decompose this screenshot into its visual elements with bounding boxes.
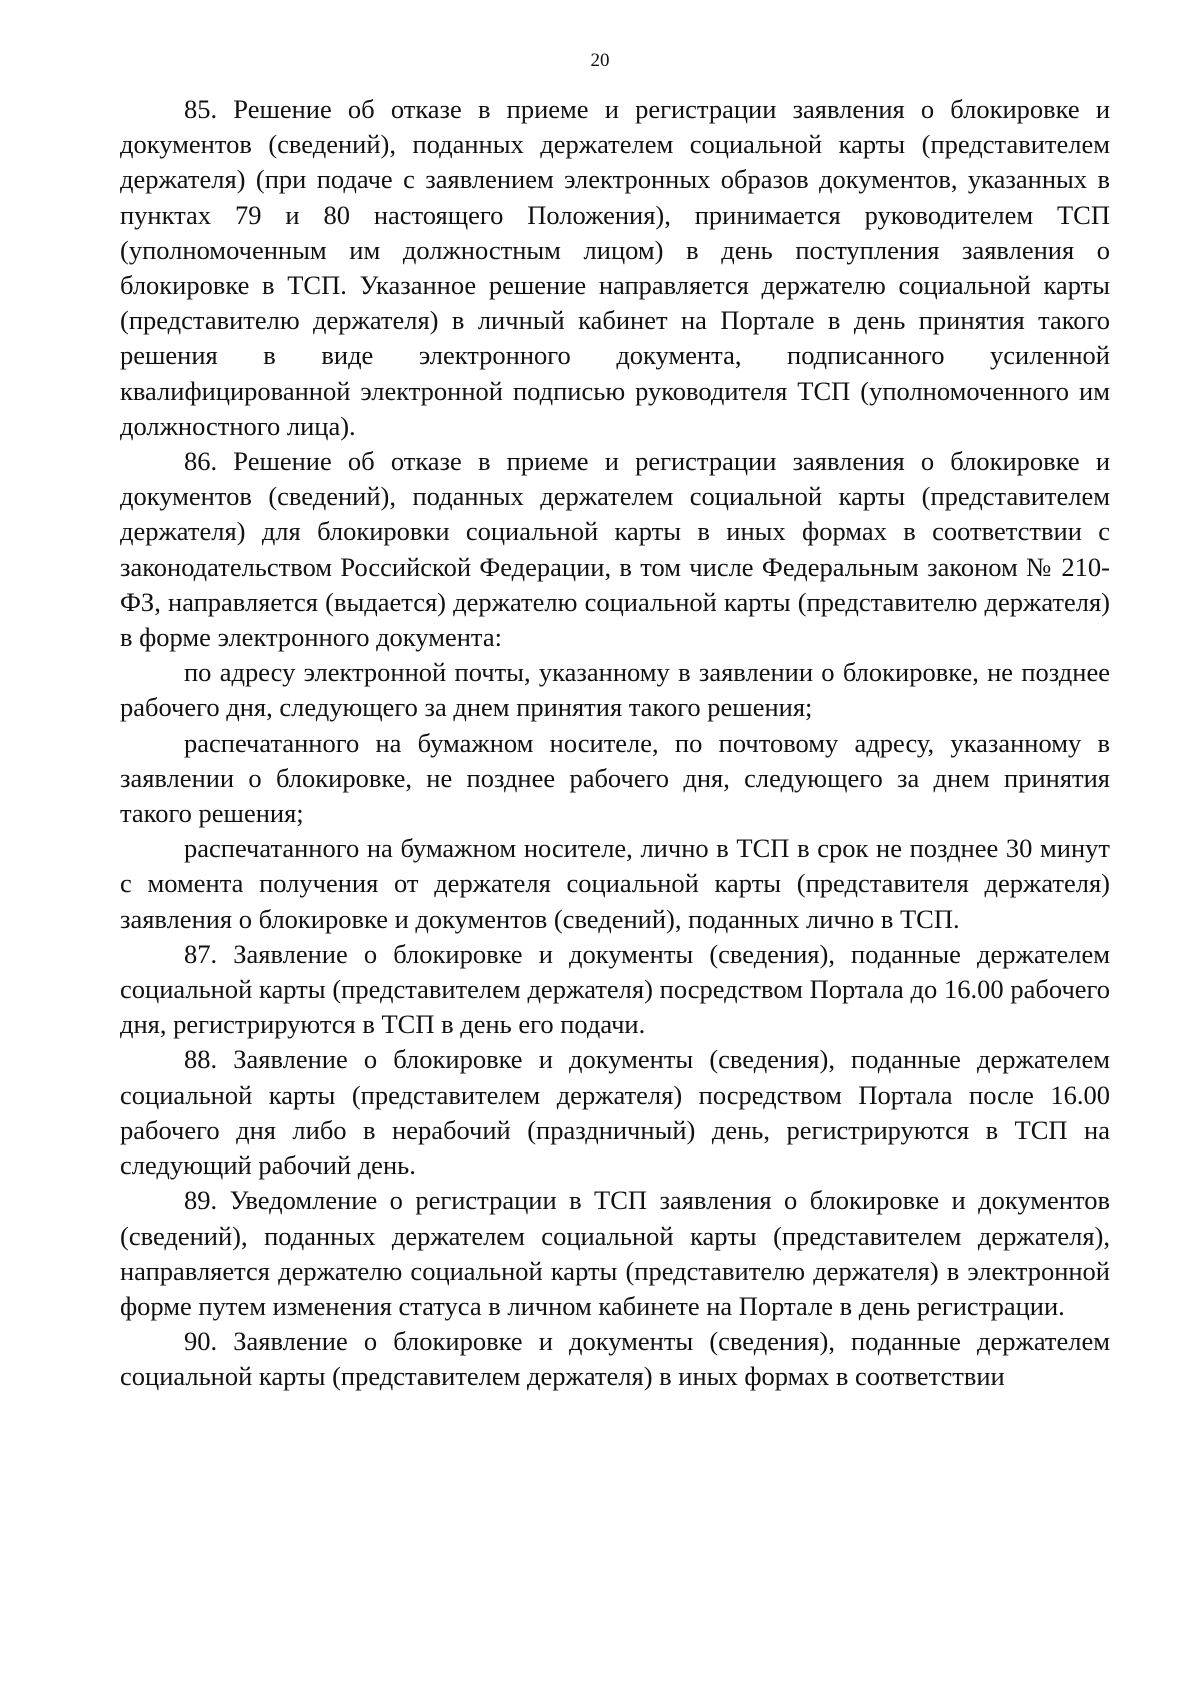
document-body bbox=[120, 92, 1110, 1395]
paragraph-85: 85. Решение об отказе в приеме и регистрации заявления о блокировке и документов (сведений), поданных держателем социальной карты (представителем держателя) (при подаче с заявлением электронных образов документов, указанных в пунктах 79 и 80 настоящего Положения), принимается руководителем ТСП (уполномоченным им должностным лицом) в день поступления заявления о блокировке в ТСП. Указанное решение направляется держателю социальной карты (представителю держателя) в личный кабинет на Портале в день принятия такого решения в виде электронного документа, подписанного усиленной квалифицированной электронной подписью руководителя ТСП (уполномоченного им должностного лица). bbox=[120, 94, 1110, 441]
paragraph-89: 89. Уведомление о регистрации в ТСП заявления о блокировке и документов (сведений), поданных держателем социальной карты (представителем держателя), направляется держателю социальной карты (представителю держателя) в электронной форме путем изменения статуса в личном кабинете на Портале в день регистрации. bbox=[120, 1185, 1110, 1321]
paragraph-86-postal: распечатанного на бумажном носителе, по почтовому адресу, указанному в заявлении о блокировке, не позднее рабочего дня, следующего за днем принятия такого решения; bbox=[120, 727, 1110, 829]
paragraph-88: 88. Заявление о блокировке и документы (сведения), поданные держателем социальной карты (представителем держателя) посредством Портала после 16.00 рабочего дня либо в нерабочий (праздничный) день, регистрируются в ТСП на следующий рабочий день. bbox=[120, 1044, 1110, 1181]
page-number: 20 bbox=[590, 50, 610, 71]
paragraph-90: 90. Заявление о блокировке и документы (сведения), поданные держателем социальной карты (представителем держателя) в иных формах в соответствии bbox=[120, 1326, 1110, 1392]
paragraph-87: 87. Заявление о блокировке и документы (сведения), поданные держателем социальной карты (представителем держателя) посредством Портала до 16.00 рабочего дня, регистрируются в ТСП в день его подачи. bbox=[120, 938, 1110, 1040]
paragraph-86-email: по адресу электронной почты, указанному в заявлении о блокировке, не позднее рабочего дня, следующего за днем принятия такого решения; bbox=[120, 657, 1110, 723]
paragraph-86-in-person: распечатанного на бумажном носителе, лично в ТСП в срок не позднее 30 минут с момента получения от держателя социальной карты (представителя держателя) заявления о блокировке и документов (сведений), поданных лично в ТСП. bbox=[120, 833, 1110, 934]
paragraph-86: 86. Решение об отказе в приеме и регистрации заявления о блокировке и документов (сведений), поданных держателем социальной карты (представителем держателя) для блокировки социальной карты в иных формах в соответствии с законодательством Российской Федерации, в том числе Федеральным законом № 210-ФЗ, направляется (выдается) держателю социальной карты (представителю держателя) в форме электронного документа: bbox=[120, 446, 1110, 653]
